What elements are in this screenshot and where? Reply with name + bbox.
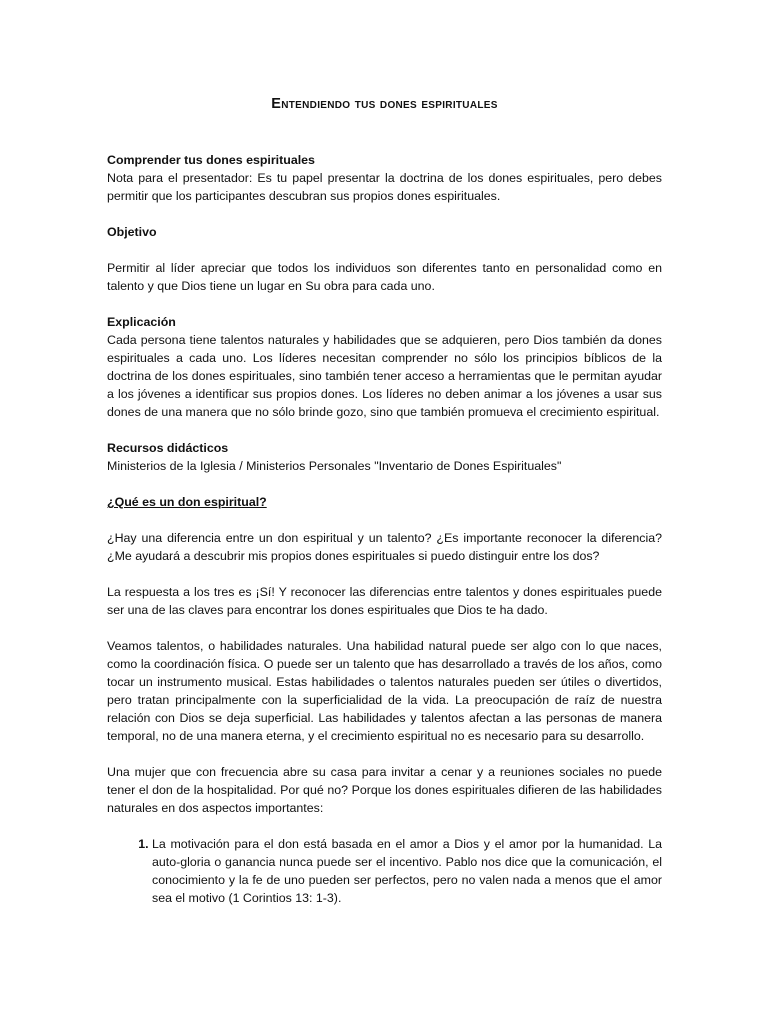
paragraph: Una mujer que con frecuencia abre su casa para invitar a cenar y a reuniones sociales no puede tener el don de la hospitalidad. Por qué no? Porque los dones espirituales difieren de las habilidades naturales en dos aspectos importantes: (107, 765, 662, 815)
section-heading-recursos: Recursos didácticos (107, 441, 229, 455)
presenter-note: Nota para el presentador: Es tu papel presentar la doctrina de los dones espirituales, pero debes permitir que los participantes descubran sus propios dones espirituales. (107, 171, 662, 203)
section-heading-comprender: Comprender tus dones espirituales (107, 153, 315, 167)
paragraph: La respuesta a los tres es ¡Sí! Y reconocer las diferencias entre talentos y dones espirituales puede ser una de las claves para encontrar los dones espirituales que Dios te ha dado. (107, 585, 662, 617)
objective-text: Permitir al líder apreciar que todos los individuos son diferentes tanto en personalidad como en talento y que Dios tiene un lugar en Su obra para cada uno. (107, 261, 662, 293)
resources-text: Ministerios de la Iglesia / Ministerios Personales "Inventario de Dones Espirituales" (107, 459, 562, 473)
document-title: Entendiendo tus dones espirituales (271, 96, 498, 112)
explanation-text: Cada persona tiene talentos naturales y habilidades que se adquieren, pero Dios también da dones espirituales a cada uno. Los líderes necesitan comprender no sólo los principios bíblicos de la doctrina de los dones espirituales, sino también tener acceso a herramientas que le permitan ayudar a los jóvenes a identificar sus propios dones. Los líderes no deben animar a los jóvenes a usar sus dones de una manera que no sólo brinde gozo, sino que también promueva el crecimiento espiritual. (107, 333, 662, 419)
list-item: 1. La motivación para el don está basada en el amor a Dios y el amor por la humanidad. La auto-gloria o ganancia nunca puede ser el incentivo. Pablo nos dice que la comunicación, el conocimiento y la fe de uno pueden ser perfectos, pero no valen nada a menos que el amor sea el motivo (1 Corintios 13: 1-3). (152, 835, 662, 907)
numbered-list (107, 835, 662, 907)
question-heading: ¿Qué es un don espiritual? (107, 495, 267, 509)
section-heading-explicacion: Explicación (107, 315, 176, 329)
section-heading-objetivo: Objetivo (107, 225, 157, 239)
paragraph: ¿Hay una diferencia entre un don espiritual y un talento? ¿Es importante reconocer la diferencia? ¿Me ayudará a descubrir mis propios dones espirituales si puedo distinguir entre los dos? (107, 531, 662, 563)
paragraph: Veamos talentos, o habilidades naturales. Una habilidad natural puede ser algo con lo que naces, como la coordinación física. O puede ser un talento que has desarrollado a través de los años, como tocar un instrumento musical. Estas habilidades o talentos naturales pueden ser útiles o divertidos, pero tratan principalmente con la superficialidad de la vida. La preocupación de raíz de nuestra relación con Dios se deja superficial. Las habilidades y talentos afectan a las personas de manera temporal, no de una manera eterna, y el crecimiento espiritual no es necesario para su desarrollo. (107, 639, 662, 743)
